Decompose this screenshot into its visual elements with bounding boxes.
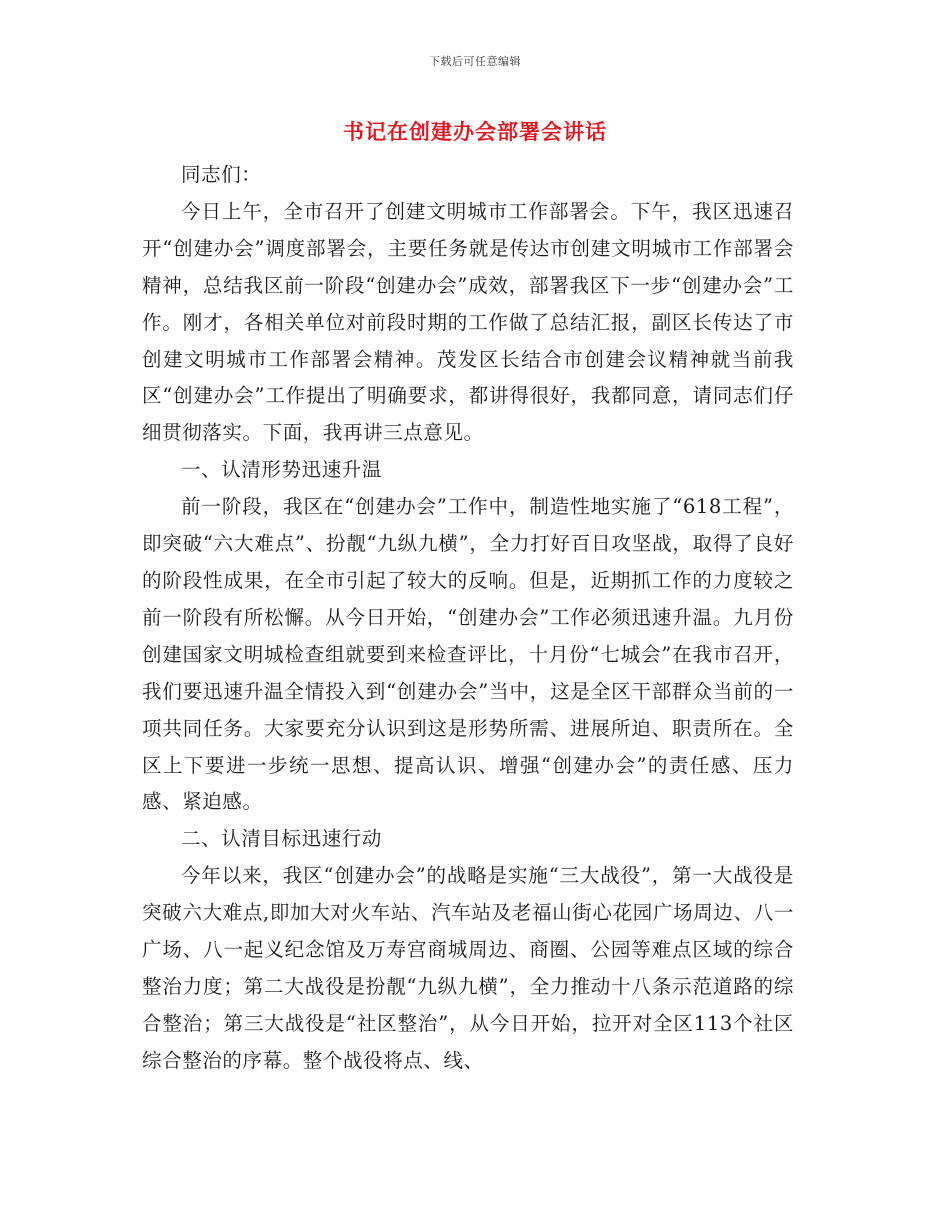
section-1-heading: 一、认清形势迅速升温 xyxy=(181,458,383,482)
section-2-paragraph: 今年以来，我区“创建办会”的战略是实施“三大战役”，第一大战役是突破六大难点,即加大对火车站、汽车站及老福山街心花园广场周边、八一广场、八一起义纪念馆及万寿宫商城周边、商圈、公园等难点区域的综合整治力度；第二大战役是扮靓“九纵九横”，全力推动十八条示范道路的综合整治；第三大战役是“社区整治”，从今日开始，拉开对全区113个社区综合整治的序幕。整个战役将点、线、 xyxy=(142,864,794,1072)
document-title: 书记在创建办会部署会讲话 xyxy=(343,119,607,144)
greeting: 同志们： xyxy=(181,163,262,186)
section-2-heading: 二、认清目标迅速行动 xyxy=(181,827,383,851)
page-header-note: 下载后可任意编辑 xyxy=(429,55,521,68)
document-body xyxy=(142,157,794,1080)
intro-paragraph: 今日上午，全市召开了创建文明城市工作部署会。下午，我区迅速召开“创建办会”调度部署会，主要任务就是传达市创建文明城市工作部署会精神，总结我区前一阶段“创建办会”成效，部署我区下一步“创建办会”工作。刚才，各相关单位对前段时期的工作做了总结汇报，副区长传达了市创建文明城市工作部署会精神。茂发区长结合市创建会议精神就当前我区“创建办会”工作提出了明确要求，都讲得很好，我都同意，请同志们仔细贯彻落实。下面，我再讲三点意见。 xyxy=(142,199,794,445)
section-1-paragraph: 前一阶段，我区在“创建办会”工作中，制造性地实施了“618工程”，即突破“六大难点”、扮靓“九纵九横”，全力打好百日攻坚战，取得了良好的阶段性成果，在全市引起了较大的反响。但是，近期抓工作的力度较之前一阶段有所松懈。从今日开始，“创建办会”工作必须迅速升温。九月份创建国家文明城检查组就要到来检查评比，十月份“七城会”在我市召开，我们要迅速升温全情投入到“创建办会”当中，这是全区干部群众当前的一项共同任务。大家要充分认识到这是形势所需、进展所迫、职责所在。全区上下要进一步统一思想、提高认识、增强“创建办会”的责任感、压力感、紧迫感。 xyxy=(142,495,794,814)
